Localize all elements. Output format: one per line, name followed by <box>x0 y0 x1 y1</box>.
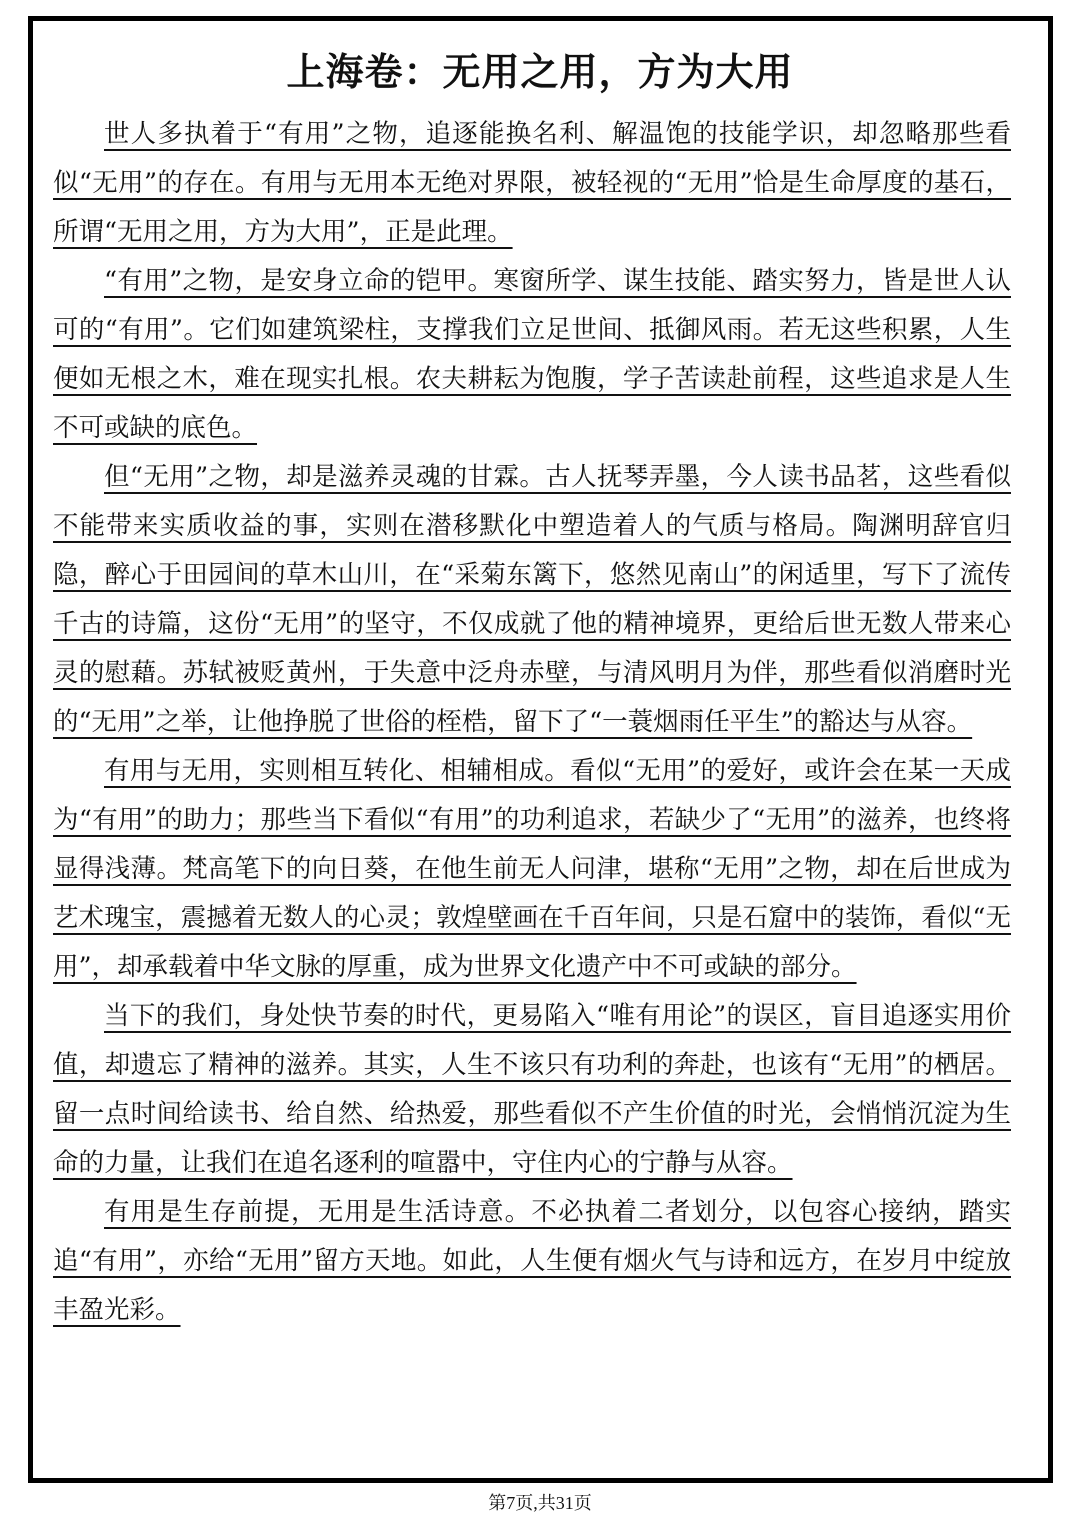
paragraph-4-text: 有用与无用，实则相互转化、相辅相成。看似“无用”的爱好，或许会在某一天成为“有用”的助力；那些当下看似“有用”的功利追求，若缺少了“无用”的滋养，也终将显得浅薄。梵高笔下的向日葵，在他生前无人问津，堪称“无用”之物，却在后世成为艺术瑰宝，震撼着无数人的心灵；敦煌壁画在千百年间，只是石窟中的装饰，看似“无用”，却承载着中华文脉的厚重，成为世界文化遗产中不可或缺的部分。 <box>53 756 1011 982</box>
paragraph-1-text: 世人多执着于“有用”之物，追逐能换名利、解温饱的技能学识，却忽略那些看似“无用”的存在。有用与无用本无绝对界限，被轻视的“无用”恰是生命厚度的基石，所谓“无用之用，方为大用”，正是此理。 <box>53 119 1011 247</box>
page-number: 第7页,共31页 <box>488 1493 592 1513</box>
paragraph-4 <box>53 747 1011 992</box>
paragraph-6-text: 有用是生存前提，无用是生活诗意。不必执着二者划分，以包容心接纳，踏实追“有用”，亦给“无用”留方天地。如此，人生便有烟火气与诗和远方，在岁月中绽放丰盈光彩。 <box>53 1197 1011 1325</box>
paragraph-3 <box>53 453 1011 747</box>
essay-title: 上海卷：无用之用，方为大用 <box>286 50 794 94</box>
paragraph-3-text: 但“无用”之物，却是滋养灵魂的甘霖。古人抚琴弄墨，今人读书品茗，这些看似不能带来实质收益的事，实则在潜移默化中塑造着人的气质与格局。陶渊明辞官归隐，醉心于田园间的草木山川，在“采菊东篱下，悠然见南山”的闲适里，写下了流传千古的诗篇，这份“无用”的坚守，不仅成就了他的精神境界，更给后世无数人带来心灵的慰藉。苏轼被贬黄州，于失意中泛舟赤壁，与清风明月为伴，那些看似消磨时光的“无用”之举，让他挣脱了世俗的桎梏，留下了“一蓑烟雨任平生”的豁达与从容。 <box>53 462 1011 737</box>
paragraph-2 <box>53 257 1011 453</box>
paragraph-5-text: 当下的我们，身处快节奏的时代，更易陷入“唯有用论”的误区，盲目追逐实用价值，却遗忘了精神的滋养。其实，人生不该只有功利的奔赴，也该有“无用”的栖居。留一点时间给读书、给自然、给热爱，那些看似不产生价值的时光，会悄悄沉淀为生命的力量，让我们在追名逐利的喧嚣中，守住内心的宁静与从容。 <box>53 1001 1011 1178</box>
paragraph-5 <box>53 992 1011 1188</box>
paragraph-1 <box>53 110 1011 257</box>
paragraph-6 <box>53 1188 1011 1335</box>
essay-body <box>53 110 1011 1335</box>
paragraph-2-text: “有用”之物，是安身立命的铠甲。寒窗所学、谋生技能、踏实努力，皆是世人认可的“有用”。它们如建筑梁柱，支撑我们立足世间、抵御风雨。若无这些积累，人生便如无根之木，难在现实扎根。农夫耕耘为饱腹，学子苦读赴前程，这些追求是人生不可或缺的底色。 <box>53 266 1011 443</box>
